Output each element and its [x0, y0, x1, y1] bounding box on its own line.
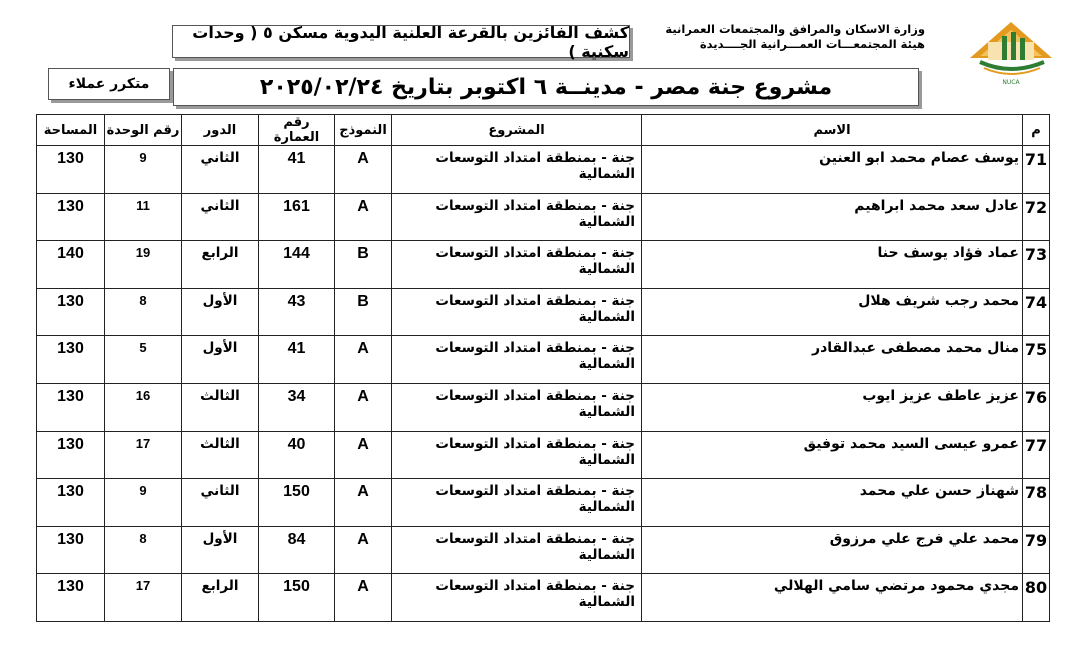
table-row	[37, 241, 1050, 289]
unit-area: 130	[37, 383, 105, 431]
table-row	[37, 479, 1050, 527]
organization-name	[665, 22, 925, 52]
model-type: A	[335, 383, 392, 431]
table-row	[37, 526, 1050, 574]
winner-name: عماد فؤاد يوسف حنا	[642, 241, 1023, 289]
unit-area: 130	[37, 146, 105, 194]
floor-name: الرابع	[182, 574, 259, 622]
col-header-building: رقم العمارة	[259, 115, 335, 146]
unit-number: 16	[105, 383, 182, 431]
building-number: 144	[259, 241, 335, 289]
row-index: 75	[1023, 336, 1050, 384]
building-number: 150	[259, 479, 335, 527]
table-row	[37, 288, 1050, 336]
floor-name: الثاني	[182, 479, 259, 527]
table-header-row	[37, 115, 1050, 146]
unit-number: 9	[105, 146, 182, 194]
svg-text:NUCA: NUCA	[1002, 79, 1020, 86]
model-type: A	[335, 336, 392, 384]
project-name: جنة - بمنطقة امتداد التوسعات الشمالية	[392, 431, 642, 479]
col-header-model: النموذج	[335, 115, 392, 146]
winner-name: عادل سعد محمد ابراهيم	[642, 193, 1023, 241]
col-header-area: المساحة	[37, 115, 105, 146]
model-type: A	[335, 146, 392, 194]
row-index: 72	[1023, 193, 1050, 241]
building-number: 43	[259, 288, 335, 336]
model-type: B	[335, 241, 392, 289]
org-line-1: وزارة الاسكان والمرافق والمجتمعات العمرانية	[665, 22, 925, 36]
model-type: A	[335, 193, 392, 241]
model-type: A	[335, 431, 392, 479]
unit-number: 11	[105, 193, 182, 241]
table-row	[37, 574, 1050, 622]
row-index: 79	[1023, 526, 1050, 574]
building-number: 84	[259, 526, 335, 574]
unit-number: 8	[105, 526, 182, 574]
building-number: 34	[259, 383, 335, 431]
winners-table	[36, 114, 1050, 622]
floor-name: الرابع	[182, 241, 259, 289]
org-line-2: هيئة المجتمعـــات العمـــرانية الجــــديدة	[699, 37, 925, 51]
floor-name: الأول	[182, 288, 259, 336]
model-type: B	[335, 288, 392, 336]
col-header-index: م	[1023, 115, 1050, 146]
repeat-clients-label: متكرر عملاء	[48, 68, 170, 100]
floor-name: الثاني	[182, 146, 259, 194]
project-name: جنة - بمنطقة امتداد التوسعات الشمالية	[392, 479, 642, 527]
unit-area: 130	[37, 193, 105, 241]
unit-area: 130	[37, 431, 105, 479]
table-row	[37, 193, 1050, 241]
project-name: جنة - بمنطقة امتداد التوسعات الشمالية	[392, 241, 642, 289]
winner-name: منال محمد مصطفى عبدالقادر	[642, 336, 1023, 384]
row-index: 80	[1023, 574, 1050, 622]
winner-name: عزيز عاطف عزيز ايوب	[642, 383, 1023, 431]
unit-area: 130	[37, 574, 105, 622]
building-number: 41	[259, 146, 335, 194]
document-title: كشف الفائزين بالقرعة العلنية اليدوية مسكن ٥ ( وحدات سكنية )	[172, 25, 630, 58]
unit-area: 130	[37, 526, 105, 574]
floor-name: الأول	[182, 336, 259, 384]
unit-area: 130	[37, 288, 105, 336]
winner-name: محمد علي فرج علي مرزوق	[642, 526, 1023, 574]
table-row	[37, 431, 1050, 479]
project-name: جنة - بمنطقة امتداد التوسعات الشمالية	[392, 193, 642, 241]
row-index: 78	[1023, 479, 1050, 527]
row-index: 71	[1023, 146, 1050, 194]
row-index: 76	[1023, 383, 1050, 431]
col-header-name: الاسم	[642, 115, 1023, 146]
floor-name: الأول	[182, 526, 259, 574]
table-row	[37, 336, 1050, 384]
unit-area: 140	[37, 241, 105, 289]
nuca-logo-icon	[966, 18, 1056, 88]
unit-number: 19	[105, 241, 182, 289]
model-type: A	[335, 574, 392, 622]
col-header-unit: رقم الوحدة	[105, 115, 182, 146]
winner-name: محمد رجب شريف هلال	[642, 288, 1023, 336]
col-header-project: المشروع	[392, 115, 642, 146]
project-name: جنة - بمنطقة امتداد التوسعات الشمالية	[392, 574, 642, 622]
row-index: 74	[1023, 288, 1050, 336]
winner-name: عمرو عيسى السيد محمد توفيق	[642, 431, 1023, 479]
winner-name: شهناز حسن علي محمد	[642, 479, 1023, 527]
unit-area: 130	[37, 479, 105, 527]
project-name: جنة - بمنطقة امتداد التوسعات الشمالية	[392, 526, 642, 574]
project-name: جنة - بمنطقة امتداد التوسعات الشمالية	[392, 336, 642, 384]
floor-name: الثالث	[182, 383, 259, 431]
floor-name: الثاني	[182, 193, 259, 241]
unit-number: 9	[105, 479, 182, 527]
row-index: 73	[1023, 241, 1050, 289]
unit-number: 17	[105, 574, 182, 622]
floor-name: الثالث	[182, 431, 259, 479]
building-number: 40	[259, 431, 335, 479]
unit-number: 17	[105, 431, 182, 479]
table-row	[37, 383, 1050, 431]
project-name: جنة - بمنطقة امتداد التوسعات الشمالية	[392, 146, 642, 194]
model-type: A	[335, 526, 392, 574]
table-row	[37, 146, 1050, 194]
winner-name: مجدي محمود مرتضي سامي الهلالي	[642, 574, 1023, 622]
col-header-floor: الدور	[182, 115, 259, 146]
project-banner: مشروع جنة مصر - مدينــة ٦ اكتوبر بتاريخ ٢٠٢٥/٠٢/٢٤	[173, 68, 919, 106]
unit-number: 8	[105, 288, 182, 336]
unit-area: 130	[37, 336, 105, 384]
project-name: جنة - بمنطقة امتداد التوسعات الشمالية	[392, 288, 642, 336]
building-number: 41	[259, 336, 335, 384]
unit-number: 5	[105, 336, 182, 384]
model-type: A	[335, 479, 392, 527]
winner-name: يوسف عصام محمد ابو العنين	[642, 146, 1023, 194]
building-number: 161	[259, 193, 335, 241]
project-name: جنة - بمنطقة امتداد التوسعات الشمالية	[392, 383, 642, 431]
row-index: 77	[1023, 431, 1050, 479]
building-number: 150	[259, 574, 335, 622]
